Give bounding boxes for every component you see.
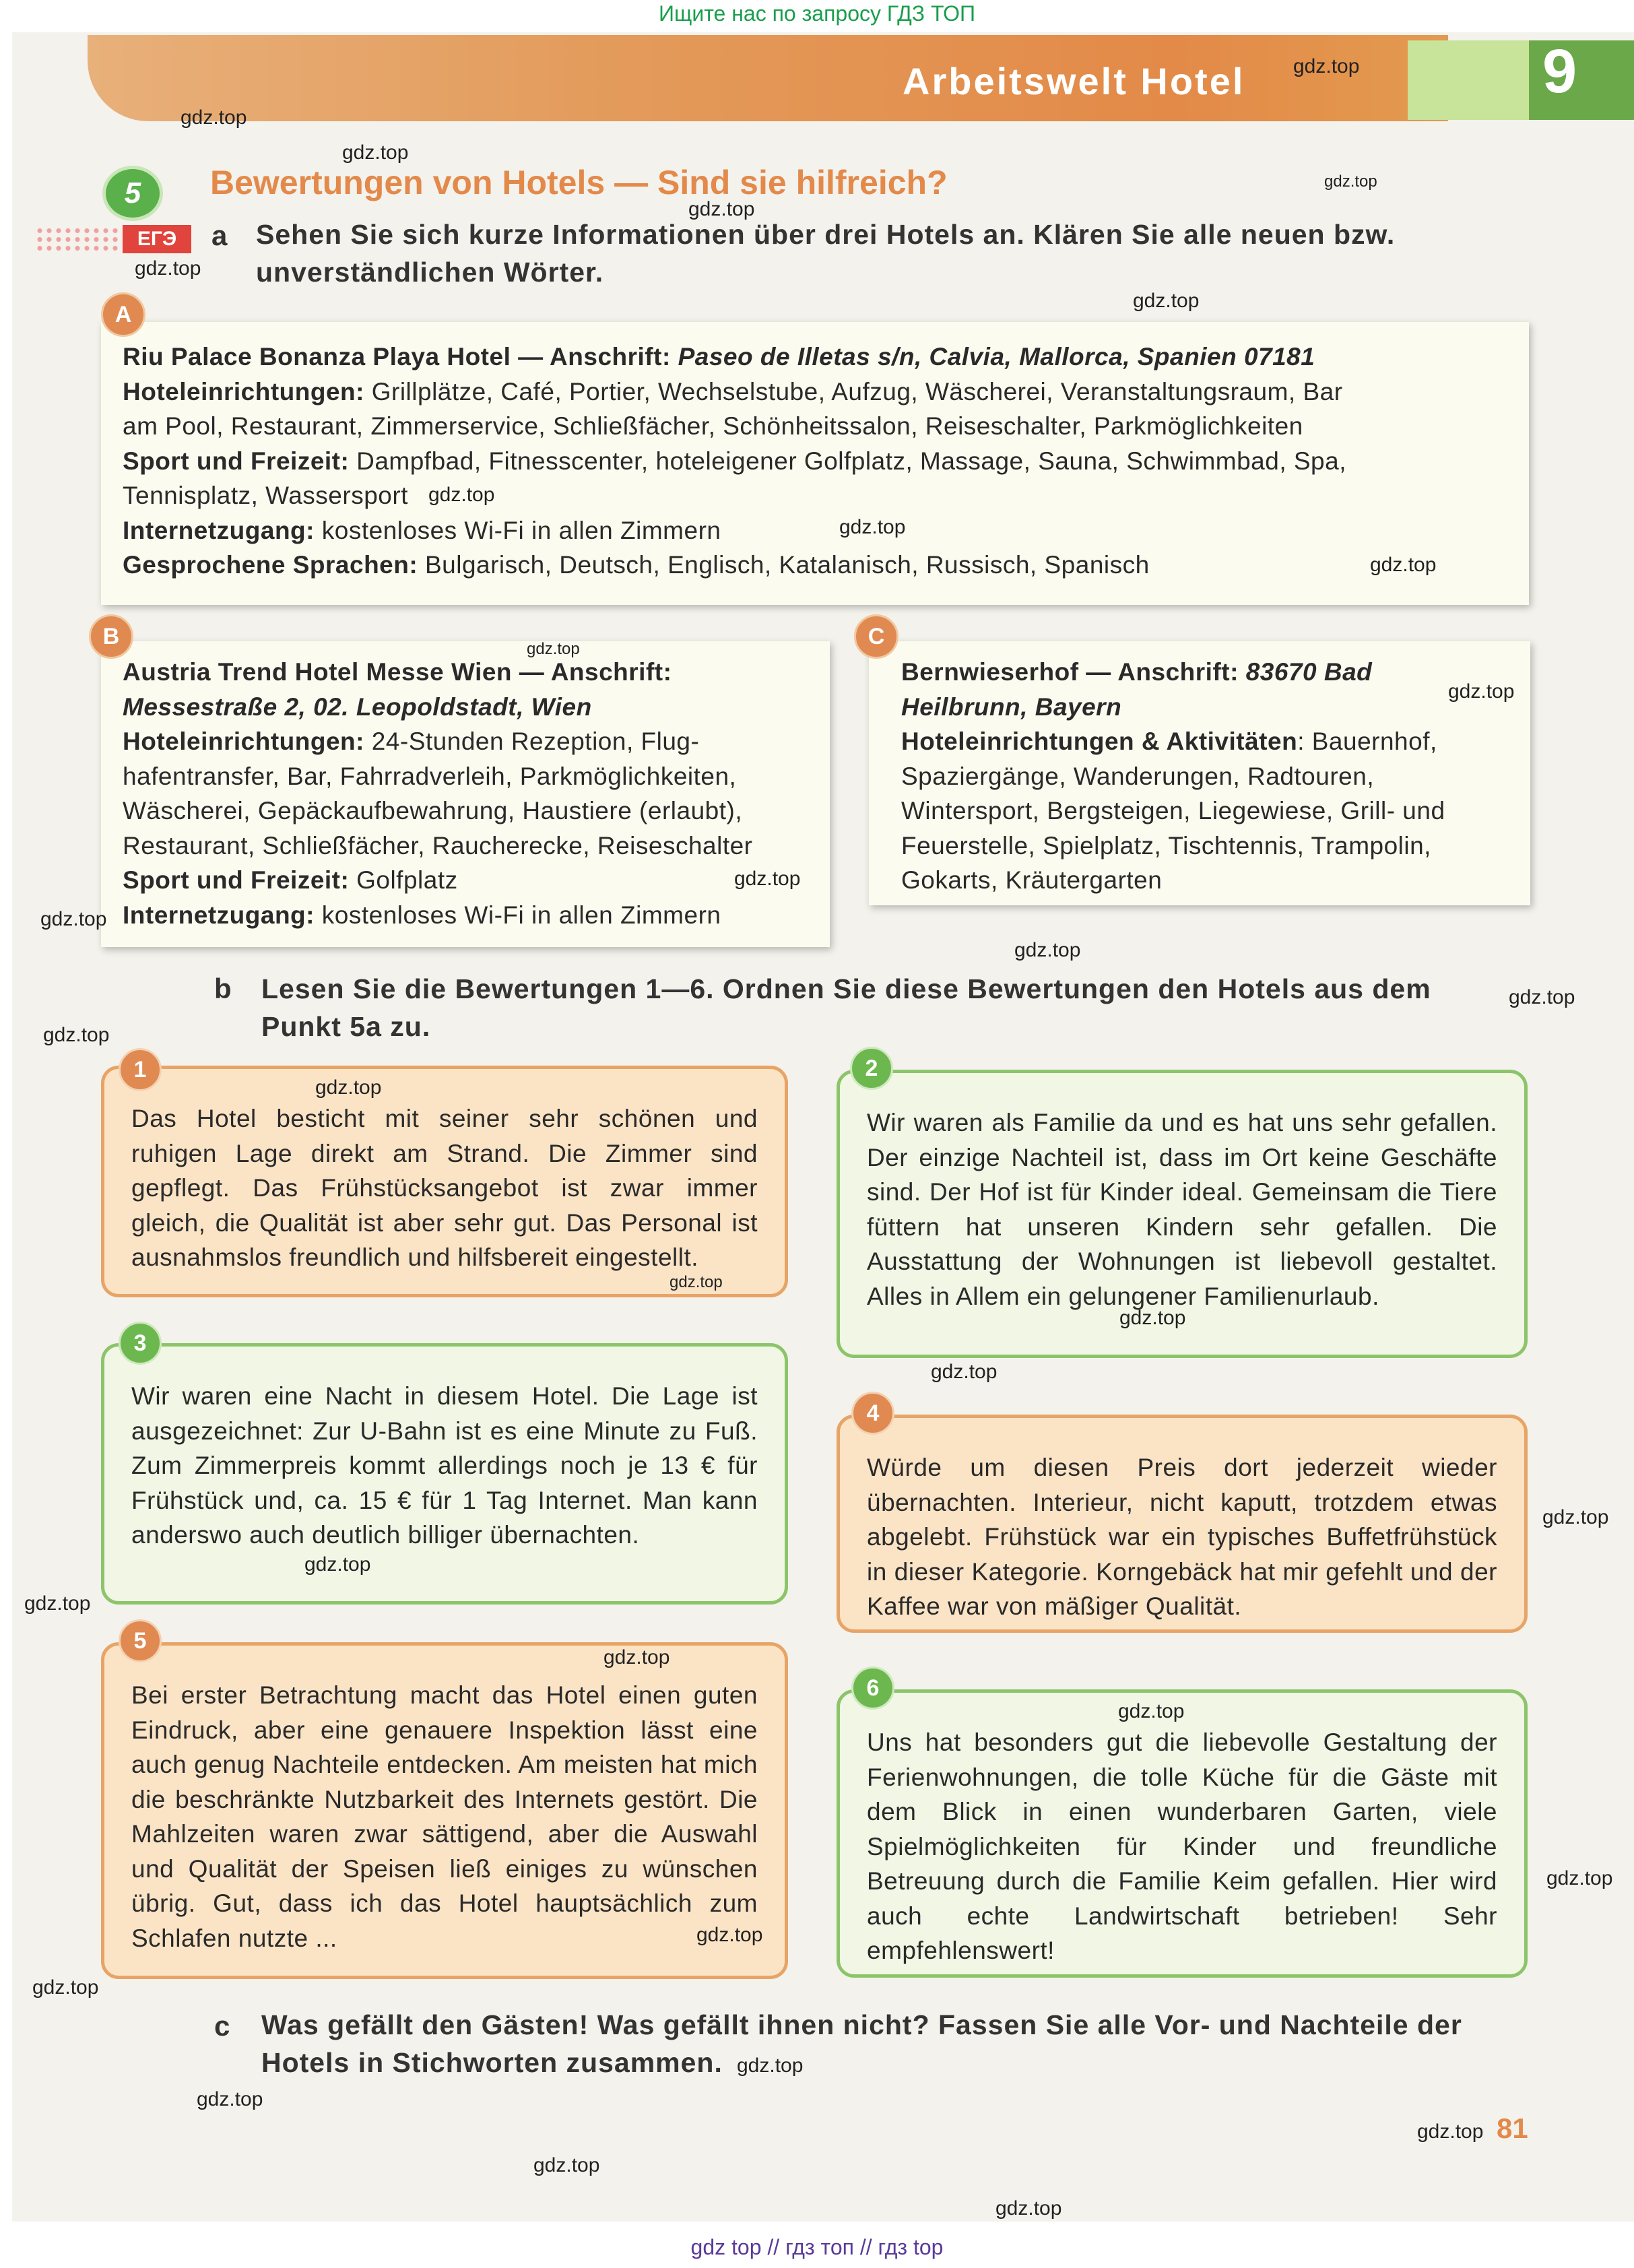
hotel-c-address: 83670 Bad: [1245, 658, 1373, 686]
review-4: Würde um diesen Preis dort jederzeit wieder übernachten. Interieur, nicht kaputt, trotzdem etwas abgelebt. Frühstück war ein typisches Buffetfrühstück in dieser Kategorie. Korngebäck hat mir gefehlt und der Kaffee war von mäßiger Qualität.: [837, 1415, 1528, 1633]
task-c-line1: Was gefällt den Gästen! Was gefällt ihnen nicht? Fassen Sie alle Vor- und Nachteile der: [261, 2009, 1462, 2040]
task-b-instruction: [261, 970, 1431, 1045]
task-c-letter: c: [214, 2010, 230, 2042]
section-number-badge: 5: [102, 166, 163, 221]
ege-label: ЕГЭ: [123, 225, 191, 253]
task-c-line2: Hotels in Stichworten zusammen.: [261, 2047, 723, 2078]
hotel-b-internet: kostenloses Wi-Fi in allen Zimmern: [321, 901, 721, 929]
hotel-b-facilities-line4: Restaurant, Schließfächer, Raucherecke, Reiseschalter: [123, 831, 753, 860]
watermark: gdz.top: [1542, 1506, 1609, 1528]
watermark: gdz.top: [40, 908, 107, 930]
watermark: gdz.top: [428, 484, 495, 506]
watermark: gdz.top: [527, 640, 580, 658]
hotel-b-facilities-line3: Wäscherei, Gepäckaufbewahrung, Haustiere (erlaubt),: [123, 797, 743, 824]
watermark: gdz.top: [995, 2197, 1062, 2220]
hotel-a-facilities-label: Hoteleinrichtungen:: [123, 377, 364, 406]
hotel-a-sport: Dampfbad, Fitnesscenter, hoteleigener Golfplatz, Massage, Sauna, Schwimmbad, Spa,: [356, 447, 1346, 475]
watermark: gdz.top: [1118, 1700, 1185, 1722]
review-5-number: 5: [119, 1619, 162, 1662]
page-number: 81: [1497, 2112, 1528, 2144]
review-3-number: 3: [119, 1322, 162, 1365]
hotel-a-card: [101, 322, 1529, 605]
hotel-b-sport-label: Sport und Freizeit:: [123, 866, 350, 894]
watermark: gdz.top: [315, 1076, 382, 1099]
hotel-a-badge: A: [101, 292, 145, 337]
hotel-b-sport: Golfplatz: [356, 866, 458, 894]
task-b-line2: Punkt 5a zu.: [261, 1011, 431, 1042]
review-3: Wir waren eine Nacht in diesem Hotel. Die Lage ist ausgezeichnet: Zur U-Bahn ist es eine Minute zu Fuß. Zum Zimmerpreis kommt allerdings noch je 13 € für Frühstück und, ca. 15 € für 1 Tag Internet. Man kann anderswo auch deutlich billiger übernachten.: [101, 1343, 788, 1605]
review-1-number: 1: [119, 1048, 162, 1091]
watermark: gdz.top: [1293, 55, 1360, 77]
task-a-instruction: [256, 216, 1395, 291]
watermark: gdz.top: [533, 2154, 600, 2176]
hotel-b-internet-label: Internetzugang:: [123, 901, 315, 929]
watermark: gdz.top: [1546, 1867, 1613, 1889]
watermark: gdz.top: [734, 868, 801, 890]
header-accent-light: [1408, 40, 1529, 120]
review-4-number: 4: [851, 1392, 894, 1435]
ege-dots-decoration: [35, 226, 119, 252]
top-search-banner[interactable]: Ищите нас по запросу ГДЗ ТОП: [659, 1, 975, 26]
hotel-c-info: [901, 655, 1528, 898]
hotel-a-languages-label: Gesprochene Sprachen:: [123, 551, 418, 579]
hotel-b-card: [101, 641, 830, 947]
task-a-line1: Sehen Sie sich kurze Informationen über drei Hotels an. Klären Sie alle neuen bzw.: [256, 219, 1396, 250]
hotel-c-name: Bernwieserhof — Anschrift:: [901, 658, 1239, 686]
watermark: gdz.top: [669, 1273, 723, 1291]
watermark: gdz.top: [737, 2054, 804, 2077]
watermark: gdz.top: [696, 1924, 763, 1946]
watermark: gdz.top: [1014, 939, 1081, 961]
watermark: gdz.top: [688, 198, 755, 220]
watermark: gdz.top: [304, 1553, 371, 1576]
hotel-a-sport-label: Sport und Freizeit:: [123, 447, 350, 475]
watermark: gdz.top: [1119, 1307, 1186, 1329]
hotel-a-info: [123, 339, 1517, 583]
hotel-c-address-cont: Heilbrunn, Bayern: [901, 692, 1122, 721]
hotel-c-facilities-line5: Gokarts, Kräutergarten: [901, 866, 1163, 894]
review-6-number: 6: [851, 1666, 894, 1710]
hotel-c-facilities-line3: Wintersport, Bergsteigen, Liegewiese, Grill- und: [901, 797, 1445, 824]
watermark: gdz.top: [32, 1976, 99, 1999]
hotel-c-facilities: : Bauernhof,: [1297, 727, 1437, 755]
watermark: gdz.top: [342, 141, 409, 164]
hotel-a-sport-cont: Tennisplatz, Wassersport: [123, 482, 408, 509]
watermark: gdz.top: [43, 1024, 110, 1046]
watermark: gdz.top: [1370, 554, 1437, 576]
section-title: Bewertungen von Hotels — Sind sie hilfreich?: [210, 164, 948, 201]
task-c-instruction: [261, 2006, 1462, 2081]
review-6: Uns hat besonders gut die liebevolle Gestaltung der Ferienwohnungen, die tolle Küche für die Gäste mit dem Blick in einen wunderbaren Garten, viele Spielmöglichkeiten für Kinder und freundliche Betreuung durch die Familie Keim gefallen. Hier wird auch echte Landwirtschaft betrieben! Sehr empfehlenswert!: [837, 1689, 1528, 1978]
hotel-c-facilities-line4: Feuerstelle, Spielplatz, Tischtennis, Trampolin,: [901, 831, 1431, 860]
hotel-a-facilities: Grillplätze, Café, Portier, Wechselstube, Aufzug, Wäscherei, Veranstaltungsraum, Bar: [371, 377, 1343, 406]
hotel-b-name: Austria Trend Hotel Messe Wien — Anschrift:: [123, 658, 672, 686]
watermark: gdz.top: [1448, 680, 1515, 703]
bottom-links[interactable]: gdz top // гдз топ // гдз top: [690, 2235, 944, 2259]
hotel-c-facilities-label: Hoteleinrichtungen & Aktivitäten: [901, 727, 1298, 755]
hotel-a-facilities-cont: am Pool, Restaurant, Zimmerservice, Schließfächer, Schönheitssalon, Reiseschalter, Parkmöglichkeiten: [123, 412, 1303, 440]
watermark: gdz.top: [603, 1646, 670, 1668]
hotel-c-badge: C: [854, 614, 898, 659]
task-b-line1: Lesen Sie die Bewertungen 1—6. Ordnen Sie diese Bewertungen den Hotels aus dem: [261, 973, 1431, 1004]
hotel-b-facilities: 24-Stunden Rezeption, Flug-: [371, 727, 700, 755]
review-2-number: 2: [850, 1047, 893, 1090]
hotel-a-address: Paseo de Illetas s/n, Calvia, Mallorca, Spanien 07181: [678, 343, 1315, 370]
hotel-c-card: [869, 641, 1530, 905]
hotel-b-facilities-line2: hafentransfer, Bar, Fahrradverleih, Parkmöglichkeiten,: [123, 762, 737, 790]
chapter-number: 9: [1542, 37, 1577, 106]
watermark: gdz.top: [931, 1361, 998, 1383]
task-b-letter: b: [214, 973, 232, 1004]
watermark: gdz.top: [135, 257, 201, 280]
watermark: gdz.top: [181, 106, 247, 129]
review-2: Wir waren als Familie da und es hat uns sehr gefallen. Der einzige Nachteil ist, dass im Ort keine Geschäfte sind. Der Hof ist für Kinder ideal. Gemeinsam die Tiere füttern hat unseren Kindern sehr gefallen. Die Ausstattung der Wohnungen ist liebevoll gestaltet. Alles in Allem ein gelungener Familienurlaub.: [837, 1070, 1528, 1358]
hotel-b-badge: B: [89, 614, 133, 659]
task-a-line2: unverständlichen Wörter.: [256, 257, 604, 288]
chapter-title: Arbeitswelt Hotel: [903, 60, 1245, 102]
watermark: gdz.top: [1509, 986, 1575, 1008]
watermark: gdz.top: [1324, 172, 1377, 191]
watermark: gdz.top: [1417, 2120, 1484, 2143]
hotel-a-internet: kostenloses Wi-Fi in allen Zimmern: [321, 516, 721, 544]
watermark: gdz.top: [24, 1592, 91, 1615]
hotel-b-facilities-label: Hoteleinrichtungen:: [123, 727, 364, 755]
watermark: gdz.top: [839, 516, 906, 538]
review-5: Bei erster Betrachtung macht das Hotel einen guten Eindruck, aber eine genauere Inspektion lässt eine auch genug Nachteile entdecken. Am meisten hat mich die beschränkte Nutzbarkeit des Internets gestört. Die Mahlzeiten waren zwar sättigend, aber die Auswahl und Qualität der Speisen ließ einiges zu wünschen übrig. Gut, dass ich das Hotel hauptsächlich zum Schlafen nutzte ...: [101, 1642, 788, 1979]
hotel-a-languages: Bulgarisch, Deutsch, Englisch, Katalanisch, Russisch, Spanisch: [424, 551, 1150, 579]
hotel-c-facilities-line2: Spaziergänge, Wanderungen, Radtouren,: [901, 762, 1375, 790]
hotel-a-internet-label: Internetzugang:: [123, 516, 315, 544]
hotel-a-name: Riu Palace Bonanza Playa Hotel — Anschrift:: [123, 343, 671, 370]
watermark: gdz.top: [1133, 290, 1200, 312]
review-1: Das Hotel besticht mit seiner sehr schönen und ruhigen Lage direkt am Strand. Die Zimmer sind gepflegt. Das Frühstücksangebot ist zwar immer gleich, die Qualität ist aber sehr gut. Das Personal ist ausnahmslos freundlich und hilfsbereit eingestellt.: [101, 1066, 788, 1297]
watermark: gdz.top: [197, 2088, 263, 2110]
hotel-b-address: Messestraße 2, 02. Leopoldstadt, Wien: [123, 692, 592, 721]
task-a-letter: a: [211, 220, 228, 251]
hotel-b-info: [123, 655, 823, 932]
